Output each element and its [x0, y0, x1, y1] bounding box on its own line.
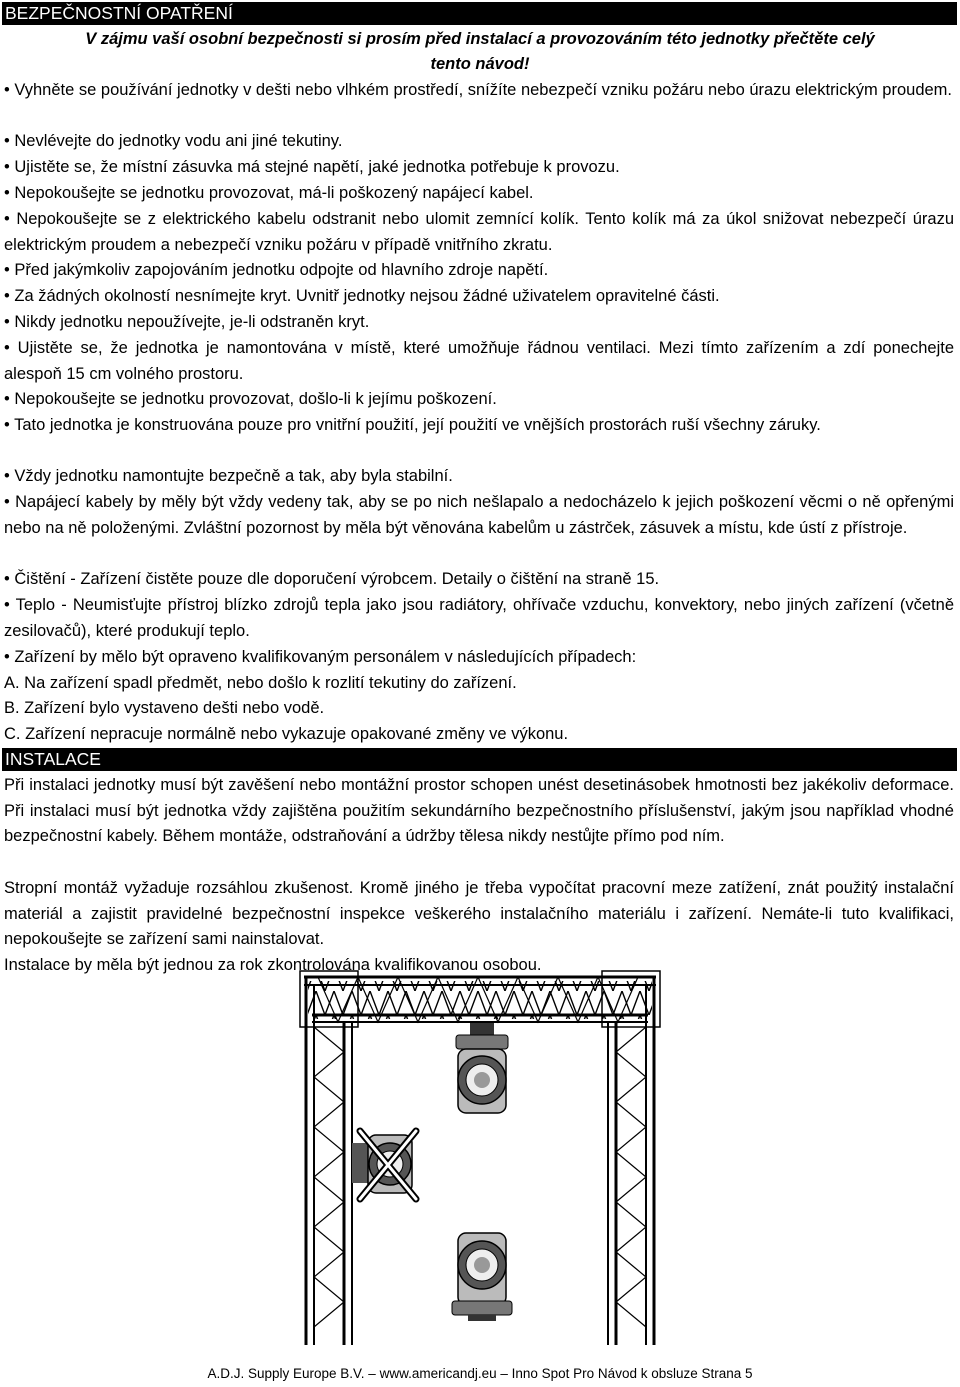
safety-item-9: • Ujistěte se, že jednotka je namontována v místě, které umožňuje řádnou ventilaci. Mezi tímto zařízením a zdí ponechejte alespoň 15 cm volného prostoru.: [4, 339, 954, 383]
safety-item-3: • Ujistěte se, že místní zásuvka má stejné napětí, jaké jednotka potřebuje k provozu.: [4, 158, 620, 176]
safety-item-7: • Za žádných okolností nesnímejte kryt. Uvnitř jednotky nejsou žádné uživatelem opravitelné části.: [4, 287, 720, 305]
safety-item-2: • Nevlévejte do jednotky vodu ani jiné tekutiny.: [4, 132, 343, 150]
truss-right-leg: [608, 977, 654, 1345]
safety-intro: [0, 27, 960, 77]
safety-item-12: • Vždy jednotku namontujte bezpečně a tak, aby byla stabilní.: [4, 467, 453, 485]
fixture-hanging-top: [456, 1023, 508, 1113]
truss-top-beam: [304, 977, 656, 1022]
safety-item-19: C. Zařízení nepracuje normálně nebo vykazuje opakované změny ve výkonu.: [4, 725, 569, 743]
safety-item-11: • Tato jednotka je konstruována pouze pro vnitřní použití, její použití ve vnějších prostorách ruší všechny záruky.: [4, 416, 821, 434]
safety-item-5: • Nepokoušejte se z elektrického kabelu odstranit nebo ulomit zemnící kolík. Tento kolík má za úkol snižovat nebezpečí úrazu elektrickým proudem a nebezpečí vzniku požáru v případě vnitřního zkratu.: [4, 210, 954, 254]
page-footer: A.D.J. Supply Europe B.V. – www.americandj.eu – Inno Spot Pro Návod k obsluze Strana 5: [207, 1366, 753, 1381]
truss-mounting-illustration: [298, 967, 662, 1345]
installation-paragraph-3: Instalace by měla být jednou za rok zkontrolována kvalifikovanou osobou.: [4, 956, 542, 974]
fixture-incorrect-side-mount: [352, 1131, 416, 1199]
safety-item-4: • Nepokoušejte se jednotku provozovat, má-li poškozený napájecí kabel.: [4, 184, 534, 202]
safety-item-13: • Napájecí kabely by měly být vždy vedeny tak, aby se po nich nešlapalo a nedocházelo k jejich poškození věcmi o ně opřenými nebo na ně položenými. Zvláštní pozornost by měla být věnována kabelům u zástrček, zásuvek a místu, kde ústí z přístroje.: [4, 493, 954, 537]
safety-item-17: A. Na zařízení spadl předmět, nebo došlo k rozlití tekutiny do zařízení.: [4, 674, 517, 692]
safety-intro-line-1: V zájmu vaší osobní bezpečnosti si prosím před instalací a provozováním této jednotky přečtěte celý: [85, 30, 875, 48]
fixture-floor-standing: [452, 1233, 512, 1321]
safety-section-header: BEZPEČNOSTNÍ OPATŘENÍ: [2, 2, 957, 25]
safety-item-16: • Zařízení by mělo být opraveno kvalifikovaným personálem v následujících případech:: [4, 648, 637, 666]
safety-item-15: • Teplo - Neumisťujte přístroj blízko zdrojů tepla jako jsou radiátory, ohřívače vzduchu, konvektory, nebo jiných zařízení (včetně zesilovačů), které produkují teplo.: [4, 596, 954, 640]
installation-section-header: INSTALACE: [2, 748, 957, 771]
safety-item-10: • Nepokoušejte se jednotku provozovat, došlo-li k jejímu poškození.: [4, 390, 497, 408]
safety-item-18: B. Zařízení bylo vystaveno dešti nebo vodě.: [4, 699, 325, 717]
safety-intro-line-2: tento návod!: [430, 55, 530, 73]
safety-item-1: • Vyhněte se používání jednotky v dešti nebo vlhkém prostředí, snížíte nebezpečí vzniku požáru nebo úrazu elektrickým proudem.: [4, 81, 953, 99]
installation-paragraph-2: Stropní montáž vyžaduje rozsáhlou zkušenost. Kromě jiného je třeba vypočítat pracovní meze zatížení, znát použitý instalační materiál a zajistit pravidelné bezpečnostní inspekce veškerého instalačního materiálu i zařízení. Nemáte-li tuto kvalifikaci, nepokoušejte se zařízení sami nainstalovat.: [4, 879, 954, 949]
safety-item-14: • Čištění - Zařízení čistěte pouze dle doporučení výrobcem. Detaily o čištění na straně 15.: [4, 570, 660, 588]
safety-item-8: • Nikdy jednotku nepoužívejte, je-li odstraněn kryt.: [4, 313, 370, 331]
installation-paragraph-1: Při instalaci jednotky musí být zavěšení nebo montážní prostor schopen unést desetinásobek hmotnosti bez jakékoliv deformace. Při instalaci musí být jednotka vždy zajištěna použitím sekundárního bezpečnostního příslušenství, jakým jsou například vhodné bezpečnostní kabely. Během montáže, odstraňování a údržby tělesa nikdy nestůjte přímo pod ním.: [4, 776, 954, 846]
truss-left-leg: [306, 977, 352, 1345]
safety-item-6: • Před jakýmkoliv zapojováním jednotku odpojte od hlavního zdroje napětí.: [4, 261, 549, 279]
